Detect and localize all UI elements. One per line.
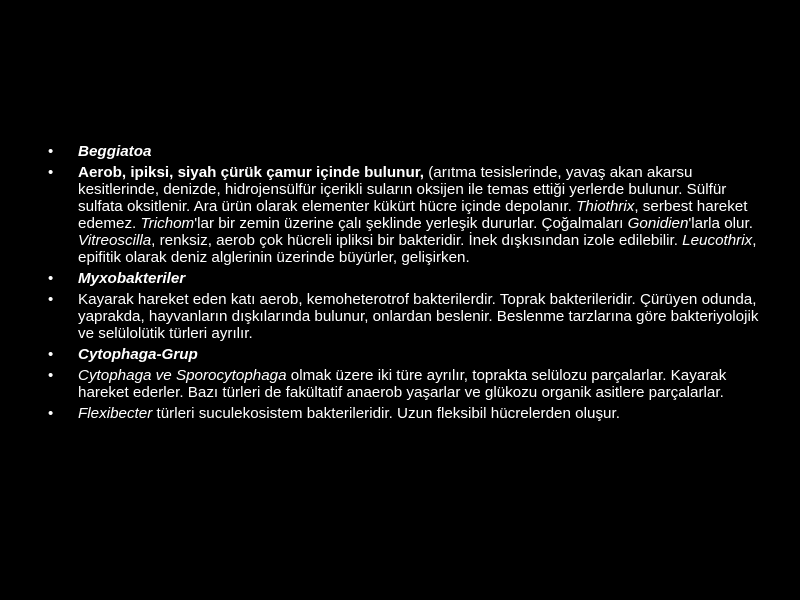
text-segment: Trichom [140, 215, 195, 232]
bullet-paragraph [48, 405, 760, 422]
text-segment: 'lar bir zemin üzerine çalı şeklinde yerleşik dururlar. Çoğalmaları [194, 215, 628, 232]
heading-text: Beggiatoa [78, 143, 152, 160]
heading-text: Myxobakteriler [78, 270, 186, 287]
text-segment: , serbest hareket edemez. [78, 198, 748, 232]
bullet-paragraph [48, 367, 760, 401]
text-segment: Vitreoscilla [78, 232, 152, 249]
bullet-paragraph [48, 164, 760, 266]
text-segment: türleri suculekosistem bakterileridir. Uzun fleksibil hücrelerden oluşur. [152, 405, 620, 422]
text-segment: Thiothrix [576, 198, 635, 215]
text-segment: Cytophaga ve Sporocytophaga [78, 367, 287, 384]
heading-text: Cytophaga-Grup [78, 346, 198, 363]
text-segment: Flexibecter [78, 405, 153, 422]
text-segment: olmak üzere iki türe ayrılır, toprakta selülozu parçalarlar. Kayarak hareket ederler. Bazı türleri de fakültatif anaerob yaşarlar ve glükozu organik asitlere parçalarlar. [78, 367, 727, 401]
text-segment: Aerob, ipiksi, siyah çürük çamur içinde bulunur, [78, 164, 425, 181]
bullet-heading [48, 346, 760, 363]
bullet-heading [48, 270, 760, 287]
text-segment: (arıtma tesislerinde, yavaş akan akarsu kesitlerinde, denizde, hidrojensülfür içerikli suların oksijen ile temas ettiği yerlerde bulunur. Sülfür sulfata oksitlenir. Ara ürün olarak elementer kükürt hücre içinde depolanır. [78, 164, 727, 215]
text-segment: Gonidien [627, 215, 689, 232]
bullet-heading [48, 143, 760, 160]
bullet-list [48, 143, 760, 426]
text-segment: , epifitik olarak deniz alglerinin üzerinde büyürler, gelişirken. [78, 232, 757, 266]
bullet-paragraph [48, 291, 760, 342]
text-segment: Leucothrix [682, 232, 753, 249]
text-segment: 'larla olur. [688, 215, 753, 232]
text-segment: , renksiz, aerob çok hücreli ipliksi bir bakteridir. İnek dışkısından izole edilebilir. [151, 232, 683, 249]
text-segment: Kayarak hareket eden katı aerob, kemoheterotrof bakterilerdir. Toprak bakterileridir. Çürüyen odunda, yaprakda, hayvanların dışkılarında bulunur, onlardan beslenir. Beslenme tarzlarına göre bakteriyolojik ve selülolütik türleri ayrılır. [78, 291, 759, 342]
